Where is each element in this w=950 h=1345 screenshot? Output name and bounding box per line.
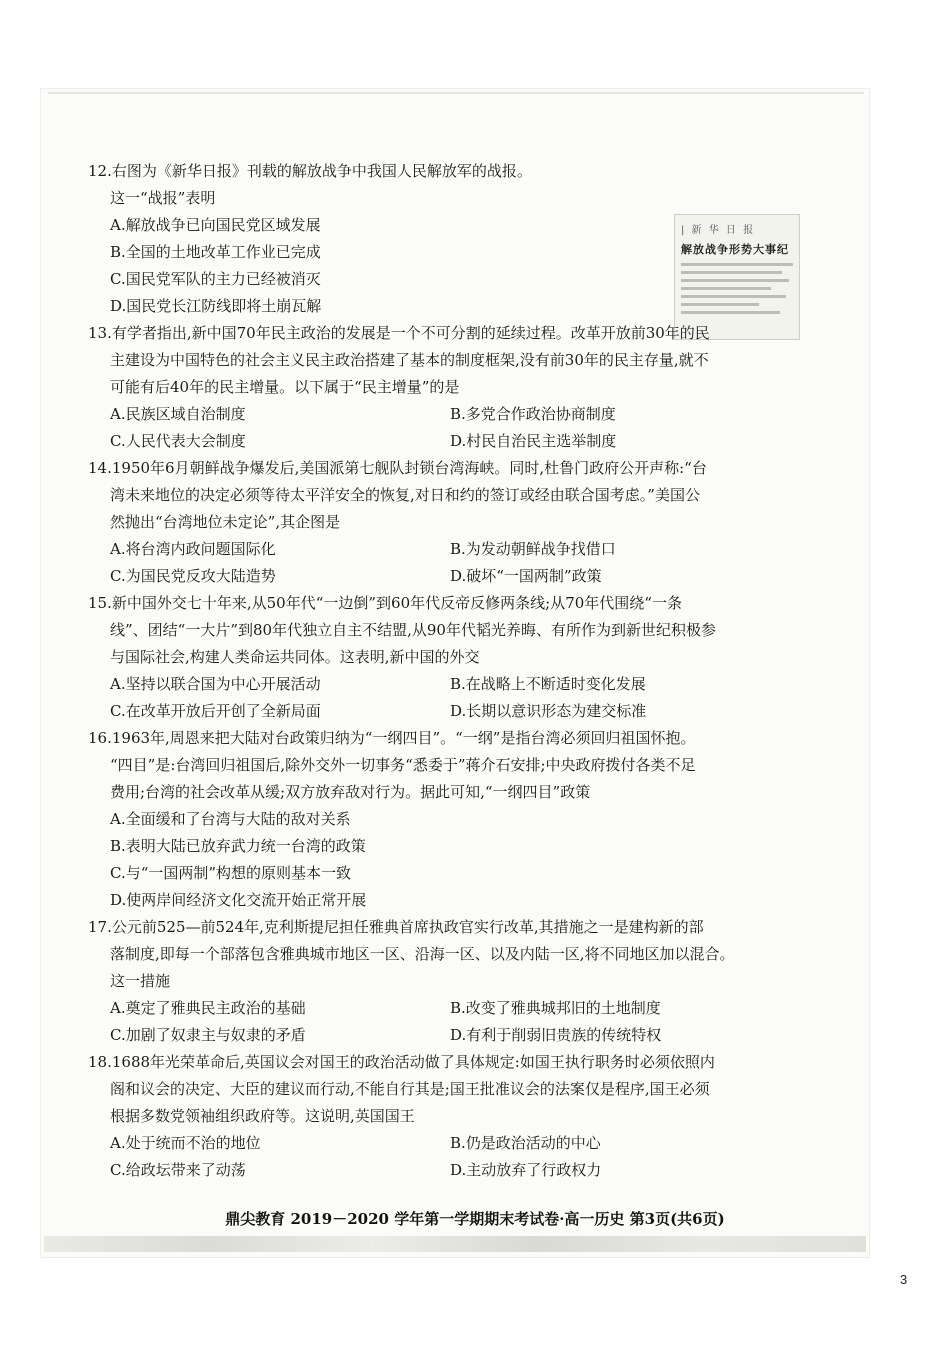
option-d: D.有利于削弱旧贵族的传统特权 bbox=[450, 1026, 662, 1044]
option-row bbox=[88, 1157, 808, 1184]
option-row bbox=[88, 536, 808, 563]
option-b: B.改变了雅典城邦旧的土地制度 bbox=[450, 999, 661, 1017]
question-16 bbox=[88, 725, 808, 914]
option-row bbox=[88, 671, 808, 698]
option-d: D.村民自治民主选举制度 bbox=[450, 432, 617, 450]
option-b: B.多党合作政治协商制度 bbox=[450, 405, 616, 423]
question-stem: 根据多数党领袖组织政府等。这说明,英国国王 bbox=[110, 1107, 415, 1125]
option-row bbox=[88, 698, 808, 725]
question-stem: 与国际社会,构建人类命运共同体。这表明,新中国的外交 bbox=[110, 648, 480, 666]
option-b: B.仍是政治活动的中心 bbox=[450, 1134, 601, 1152]
option-b: B.表明大陆已放弃武力统一台湾的政策 bbox=[110, 837, 366, 855]
bottom-scan-smudge bbox=[44, 1236, 866, 1252]
option-c: C.给政坛带来了动荡 bbox=[110, 1161, 246, 1179]
question-stem: 可能有后40年的民主增量。以下属于“民主增量”的是 bbox=[110, 378, 460, 396]
question-stem: 17.公元前525—前524年,克利斯提尼担任雅典首席执政官实行改革,其措施之一是建构新的部 bbox=[88, 918, 704, 936]
question-stem: 15.新中国外交七十年来,从50年代“一边倒”到60年代反帝反修两条线;从70年代围绕“一条 bbox=[88, 594, 682, 612]
option-a: A.奠定了雅典民主政治的基础 bbox=[110, 999, 306, 1017]
option-row bbox=[88, 1130, 808, 1157]
option-a: A.民族区域自治制度 bbox=[110, 405, 246, 423]
option-a: A.将台湾内政问题国际化 bbox=[110, 540, 276, 558]
option-row bbox=[88, 401, 808, 428]
option-a: A.处于统而不治的地位 bbox=[110, 1134, 261, 1152]
question-stem: 14.1950年6月朝鲜战争爆发后,美国派第七舰队封锁台湾海峡。同时,杜鲁门政府公开声称:“台 bbox=[88, 459, 707, 477]
question-stem: “四目”是:台湾回归祖国后,除外交外一切事务“悉委于”蒋介石安排;中央政府拨付各类不足 bbox=[110, 756, 696, 774]
question-17 bbox=[88, 914, 808, 1049]
question-stem: 主建设为中国特色的社会主义民主政治搭建了基本的制度框架,没有前30年的民主存量,就不 bbox=[110, 351, 709, 369]
option-c: C.与“一国两制”构想的原则基本一致 bbox=[110, 864, 352, 882]
question-stem: 这一措施 bbox=[110, 972, 171, 990]
question-stem: 阁和议会的决定、大臣的建议而行动,不能自行其是;国王批准议会的法案仅是程序,国王必须 bbox=[110, 1080, 710, 1098]
option-d: D.破坏“一国两制”政策 bbox=[450, 567, 602, 585]
question-stem: 12.右图为《新华日报》刊载的解放战争中我国人民解放军的战报。 bbox=[88, 162, 532, 180]
question-list bbox=[88, 158, 808, 1184]
option-row bbox=[88, 1022, 808, 1049]
question-12 bbox=[88, 158, 808, 320]
option-row bbox=[88, 563, 808, 590]
option-a: A.解放战争已向国民党区域发展 bbox=[110, 216, 321, 234]
option-d: D.主动放弃了行政权力 bbox=[450, 1161, 602, 1179]
question-stem: 落制度,即每一个部落包含雅典城市地区一区、沿海一区、以及内陆一区,将不同地区加以混合。 bbox=[110, 945, 735, 963]
question-18 bbox=[88, 1049, 808, 1184]
option-b: B.在战略上不断适时变化发展 bbox=[450, 675, 646, 693]
page-footer: 鼎尖教育 2019－2020 学年第一学期期末考试卷·高一历史 第3页(共6页) bbox=[225, 1210, 725, 1228]
question-stem: 16.1963年,周恩来把大陆对台政策归纳为“一纲四目”。“一纲”是指台湾必须回归祖国怀抱。 bbox=[88, 729, 696, 747]
question-13 bbox=[88, 320, 808, 455]
question-stem: 费用;台湾的社会改革从缓;双方放弃敌对行为。据此可知,“一纲四目”政策 bbox=[110, 783, 591, 801]
option-d: D.长期以意识形态为建交标准 bbox=[450, 702, 647, 720]
option-c: C.人民代表大会制度 bbox=[110, 432, 246, 450]
option-row bbox=[88, 995, 808, 1022]
newspaper-masthead: | 新 华 日 报 bbox=[681, 225, 756, 236]
question-stem: 线”、团结“一大片”到80年代独立自主不结盟,从90年代韬光养晦、有所作为到新世纪积极参 bbox=[110, 621, 716, 639]
option-a: A.全面缓和了台湾与大陆的敌对关系 bbox=[110, 810, 351, 828]
question-stem: 然抛出“台湾地位未定论”,其企图是 bbox=[110, 513, 341, 531]
option-row bbox=[88, 428, 808, 455]
page-number: 3 bbox=[900, 1272, 908, 1287]
option-d: D.使两岸间经济文化交流开始正常开展 bbox=[110, 891, 367, 909]
question-15 bbox=[88, 590, 808, 725]
option-b: B.为发动朝鲜战争找借口 bbox=[450, 540, 616, 558]
option-c: C.加剧了奴隶主与奴隶的矛盾 bbox=[110, 1026, 306, 1044]
option-d: D.国民党长江防线即将土崩瓦解 bbox=[110, 297, 322, 315]
newspaper-headline: 解放战争形势大事纪 bbox=[681, 243, 789, 256]
option-b: B.全国的土地改革工作业已完成 bbox=[110, 243, 321, 261]
option-c: C.为国民党反攻大陆造势 bbox=[110, 567, 276, 585]
top-rule bbox=[48, 92, 864, 94]
option-c: C.国民党军队的主力已经被消灭 bbox=[110, 270, 321, 288]
option-c: C.在改革开放后开创了全新局面 bbox=[110, 702, 321, 720]
question-stem: 这一“战报”表明 bbox=[110, 189, 216, 207]
question-stem: 18.1688年光荣革命后,英国议会对国王的政治活动做了具体规定:如国王执行职务时必须依照内 bbox=[88, 1053, 715, 1071]
question-stem: 13.有学者指出,新中国70年民主政治的发展是一个不可分割的延续过程。改革开放前30年的民 bbox=[88, 324, 710, 342]
option-a: A.坚持以联合国为中心开展活动 bbox=[110, 675, 321, 693]
question-stem: 湾未来地位的决定必须等待太平洋安全的恢复,对日和约的签订或经由联合国考虑。”美国公 bbox=[110, 486, 700, 504]
question-14 bbox=[88, 455, 808, 590]
